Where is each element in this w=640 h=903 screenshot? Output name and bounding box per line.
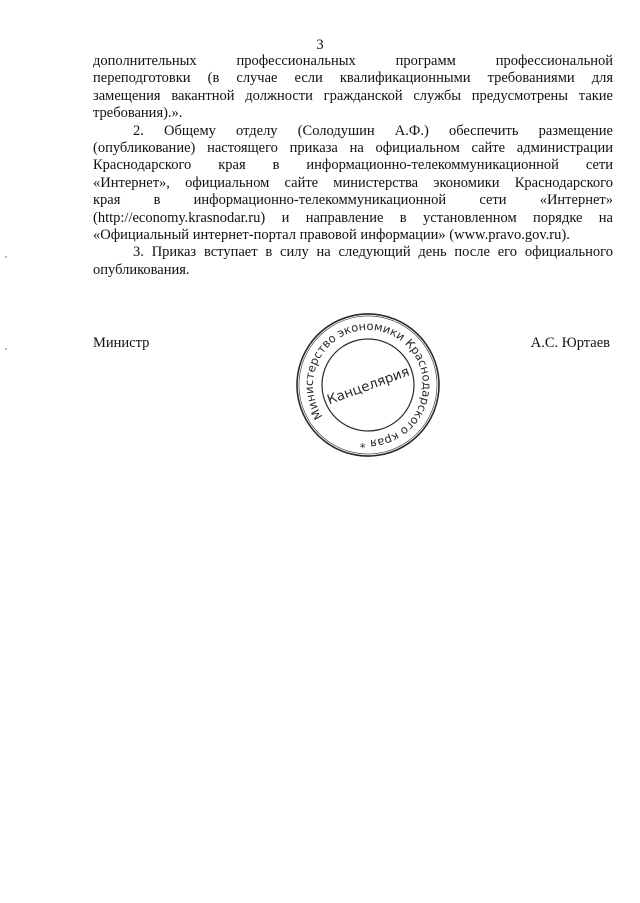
- text-line: 2. Общему отделу (Солодушин А.Ф.) обеспечить размещение: [133, 122, 613, 139]
- signature-position: Министр: [93, 335, 150, 351]
- stamp-ring-text: Министерство экономики Краснодарского края *: [301, 318, 435, 452]
- text-line: «Официальный интернет-портал правовой информации» (www.pravo.gov.ru).: [93, 226, 570, 243]
- paragraph-3: [93, 244, 613, 279]
- official-stamp: [293, 310, 443, 460]
- signature-name: А.С. Юртаев: [530, 335, 610, 351]
- paragraph-2: [93, 123, 613, 245]
- scan-artifact: [5, 348, 7, 350]
- scan-artifact: [5, 256, 7, 258]
- page-number: 3: [316, 37, 324, 53]
- stamp-center-text: Канцелярия: [325, 363, 412, 409]
- text-line: 3. Приказ вступает в силу на следующий день после его официального: [133, 244, 613, 261]
- text-line: Краснодарского края в информационно-телекоммуникационной сети: [93, 157, 613, 174]
- text-line: требования).».: [93, 105, 183, 122]
- text-line: (http://economy.krasnodar.ru) и направление в установленном порядке на: [93, 209, 613, 226]
- text-line: замещения вакантной должности гражданской службы предусмотрены такие: [93, 87, 613, 104]
- document-body: [93, 53, 613, 279]
- text-line: (опубликование) настоящего приказа на официальном сайте администрации: [93, 139, 613, 156]
- text-line: дополнительных профессиональных программ профессиональной: [93, 53, 613, 69]
- paragraph-continuation: [93, 53, 613, 123]
- text-line: «Интернет», официальном сайте министерства экономики Краснодарского: [93, 174, 613, 191]
- text-line: края в информационно-телекоммуникационной сети «Интернет»: [93, 192, 613, 209]
- text-line: переподготовки (в случае если квалификационными требованиями для: [93, 70, 613, 87]
- text-line: опубликования.: [93, 261, 190, 278]
